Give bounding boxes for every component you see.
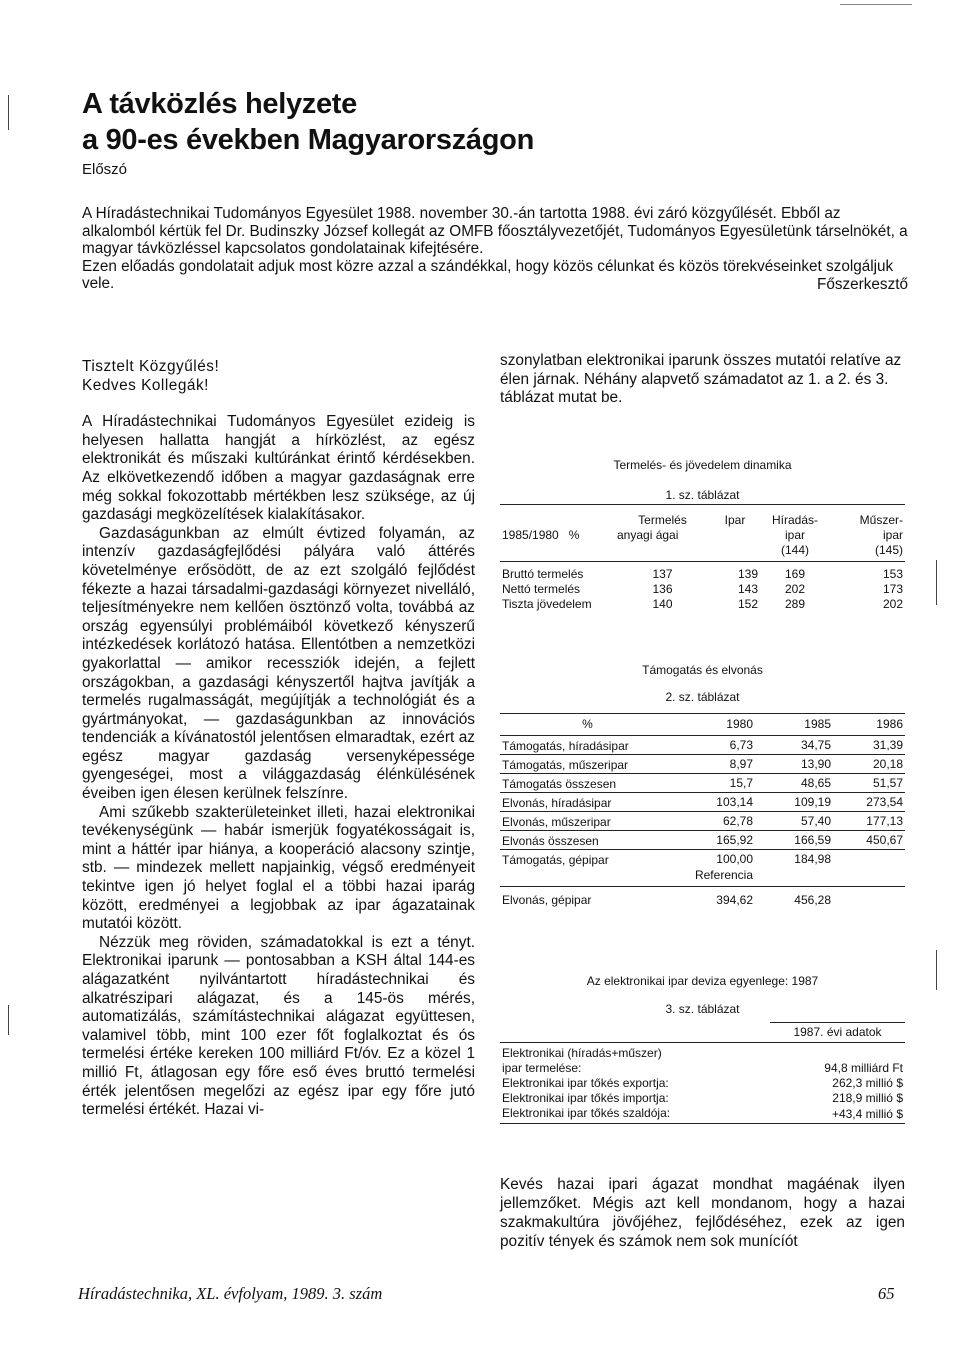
cell: 394,62 [716,893,753,907]
cell: 20,18 [833,755,905,774]
cell: Referencia [675,868,755,887]
table-row [500,887,905,909]
cell: 62,78 [675,812,755,831]
table3-col-header: 1987. évi adatok [770,1023,905,1043]
table2-year: 1986 [833,714,905,736]
top-right-rule [840,4,912,5]
cell: 165,92 [675,831,755,850]
cell: 177,13 [833,812,905,831]
row-label: ipar termelése: [502,1061,582,1075]
cell: 57,40 [755,812,833,831]
table1-header: Termelés [615,505,710,529]
cell: 139 [737,567,758,581]
row-label: Tiszta jövedelem [502,597,592,611]
table2-unit: % [500,714,675,736]
cell: 152 [737,597,758,611]
table2-year: 1985 [755,714,833,736]
row-label: Elektronikai ipar tőkés importja: [502,1091,669,1105]
cell: 140 [652,597,673,611]
intro-paragraph-1: A Híradástechnikai Tudományos Egyesület 1988. november 30.-án tartotta 1988. évi záró közgyűlését. Ebből az alkalomból kértük fel Dr. Budinszky József kollegát az OMFB főosztályvezetőjét, Tudományos Egyesületünk társelnökét, a magyar távközléssel kapcsolatos gondolatainak kifejtésére. [82,205,908,257]
journal-footer: Híradástechnika, XL. évfolyam, 1989. 3. szám [78,1284,383,1303]
row-label: Támogatás, gépipar [502,853,609,867]
table1-title: Termelés- és jövedelem dinamika [613,458,792,472]
table-row [500,597,905,612]
table1-header: Műszer- [830,505,905,529]
cell: 173 [882,582,903,596]
cell: 34,75 [755,736,833,755]
table2-year: 1980 [675,714,755,736]
table-row [500,868,905,887]
body-paragraph: szonylatban elektronikai iparunk összes mutatói relatíve az élen járnak. Néhány alapvető számadatot az 1. a 2. és 3. táblázat mutat be. [500,352,902,407]
table1-header: (144) [760,543,830,562]
cell: 450,67 [833,831,905,850]
cell [833,850,905,869]
scan-margin-line [936,560,937,605]
intro-block [82,205,908,293]
intro-paragraph-2: Ezen előadás gondolatait adjuk most közre azzal a szándékkal, hogy közös célunkat és közös törekvéseinket szolgáljuk vele. [82,257,894,292]
page-title [82,86,534,158]
cell: 202 [882,597,903,611]
table-row [500,1106,905,1124]
cell: 48,65 [755,774,833,793]
row-label: Elvonás, műszeripar [500,812,675,831]
row-label: Támogatás, műszeripar [500,755,675,774]
page-number: 65 [878,1284,895,1303]
table2-subtitle: 2. sz. táblázat [665,690,740,704]
body-paragraph: Ami szűkebb szakterületeinket illeti, hazai elektronikai tevékenységünk — habár ismerjük fogyatékosságait is, mint a háttér ipar hiánya, a kooperáció alacsony szintje, stb. — mindezek mellett napjainkig, végső eredményeit tekintve igen jó helyet foglal el a többi hazai iparág között, eredményei a legjobbak az ipar ágazatainak mutatói között. [82,803,475,933]
cell: 100,00 [716,851,753,866]
cell: 184,98 [794,851,831,866]
table-row [500,1061,905,1076]
table1-label: 1985/1980 [502,528,559,542]
scan-margin-line [8,1005,9,1035]
table-row [500,582,905,597]
table-row [500,736,905,755]
table-row [500,831,905,850]
cell: 31,39 [833,736,905,755]
cell: 218,9 millió $ [832,1091,903,1105]
table1-unit: % [568,528,580,542]
table1-header: ipar [882,528,903,542]
right-column-closing [500,1175,905,1251]
table-row [500,850,905,869]
cell: 456,28 [794,893,831,907]
cell: 169 [784,567,806,581]
cell: 273,54 [833,793,905,812]
left-column [82,358,475,1120]
table1-header: anyagi ágai [617,528,679,542]
cell: 13,90 [755,755,833,774]
cell [833,887,905,909]
cell: 289 [784,597,806,611]
row-label: Nettó termelés [502,582,581,596]
row-label: Támogatás összesen [500,774,675,793]
table-row [500,1076,905,1091]
table-row [500,793,905,812]
cell: 6,73 [675,736,755,755]
table-row [500,1043,905,1062]
table2-title: Támogatás és elvonás [642,663,763,677]
signature: Főszerkesztő [817,275,908,293]
scan-margin-line [936,950,937,990]
row-label: Elvonás, gépipar [502,893,592,907]
right-column-intro [500,352,905,408]
row-label: Támogatás, híradásipar [500,736,675,755]
row-label: Elvonás, híradásipar [500,793,675,812]
table1-header: ipar [784,528,805,542]
table3-subtitle: 3. sz. táblázat [665,1002,740,1016]
cell: 51,57 [833,774,905,793]
cell: 166,59 [755,831,833,850]
table1-header: (145) [830,543,905,562]
greeting-line-2: Kedves Kollegák! [82,376,209,394]
cell: 202 [784,582,806,596]
cell [770,1043,905,1062]
table1-subtitle: 1. sz. táblázat [665,488,740,502]
row-label: Bruttó termelés [502,567,584,581]
row-label: Elektronikai ipar tőkés exportja: [502,1076,669,1090]
cell: 94,8 milliárd Ft [824,1061,903,1075]
body-paragraph: Gazdaságunkban az elmúlt évtized folyamán, az intenzív gazdaságfejlődési pályára való áttérés követelménye erősödött, de az ezt szolgáló fejlődést fékezte a hazai társadalmi-gazdasági környezet nivelláló, teljesítményekre nem kellően ösztönző volta, továbbá az ország egyensúlyi problémáiból következő kényszerű intézkedések korlátozó hatása. Ellentótben a nemzetközi gyakorlattal — amikor recessziók idején, a fejlett országokban, a gazdasági kényszertől hajtva javítják a termelés rugalmasságát, megújítják a technológiát és a gyártmányokat, — gazdaságunkban az innovációs tendenciák a kívánatostól jelentősen elmaradtak, ezért az egész magyar gazdaság versenyképessége gyengeségei, most a világgazdaság élénkülésének éveiben igen élesen kerülnek felszínre. [82,524,475,803]
cell: 103,14 [675,793,755,812]
title-line-1: A távközlés helyzete [82,88,357,120]
body-paragraph: Nézzük meg röviden, számadatokkal is ezt a tényt. Elektronikai iparunk — pontosabban a KSH által 144-es alágazatként nyilvántartott híradástechnikai és alkatrészipari alágazat, és a 145-ös mérés, automatizálás, számítástechnikai alágazat együttesen, valamivel több, mint 100 ezer főt foglalkoztat és ós termelési értéke kereken 100 milliárd Ft/óv. Ez a közel 1 millió Ft, átlagosan egy főre eső éves bruttó termelési érték jelentősen megelőzi az egész ipar egy főre jutó termelési értékét. Hazai vi- [82,933,475,1119]
table-row [500,1091,905,1106]
row-label [500,868,675,887]
cell: 262,3 millió $ [832,1076,903,1090]
greeting-line-1: Tisztelt Közgyűlés! [82,358,220,375]
table2 [500,713,905,908]
cell: 15,7 [675,774,755,793]
scan-margin-line [8,95,9,130]
row-label: Elvonás összesen [500,831,675,850]
table1 [500,504,905,612]
table-row [500,755,905,774]
cell [755,868,833,887]
body-paragraph: Kevés hazai ipari ágazat mondhat magáénak ilyen jellemzőket. Mégis azt kell mondanom, hogy a hazai szakmakultúra jövőjéhez, fejlődéséhez, ezek az igen pozitív tények és számok nem sok munícíót [500,1176,905,1250]
table-row [500,812,905,831]
cell: 8,97 [675,755,755,774]
cell: 136 [652,582,673,596]
cell [833,868,905,887]
cell: 143 [737,582,758,596]
row-label: Elektronikai (híradás+műszer) [502,1046,662,1060]
cell: 137 [652,567,673,581]
table1-header: Híradás- [760,505,830,529]
table3-title: Az elektronikai ipar deviza egyenlege: 1987 [586,974,819,988]
table-row [500,774,905,793]
row-label: Elektronikai ipar tőkés szaldója: [500,1106,770,1124]
table-row [500,562,905,583]
cell: 109,19 [755,793,833,812]
table3 [500,1022,905,1124]
title-line-2: a 90-es években Magyarországon [82,124,534,156]
table1-header: Ipar [710,505,760,529]
cell: 153 [882,567,903,581]
cell: +43,4 millió $ [770,1106,905,1124]
body-paragraph: A Híradástechnikai Tudományos Egyesület ezideig is helyesen hallatta hangját a hírközlést, az egész elektronikát és műszaki kultúránkat érintő kérdésekben. Az elkövetkezendő időben a magyar gazdaságnak erre még sokkal fokozottabb mértékben lesz szüksége, az új gazdasági megközelítések kialakításakor. [82,413,475,524]
section-label: Előszó [82,161,128,178]
